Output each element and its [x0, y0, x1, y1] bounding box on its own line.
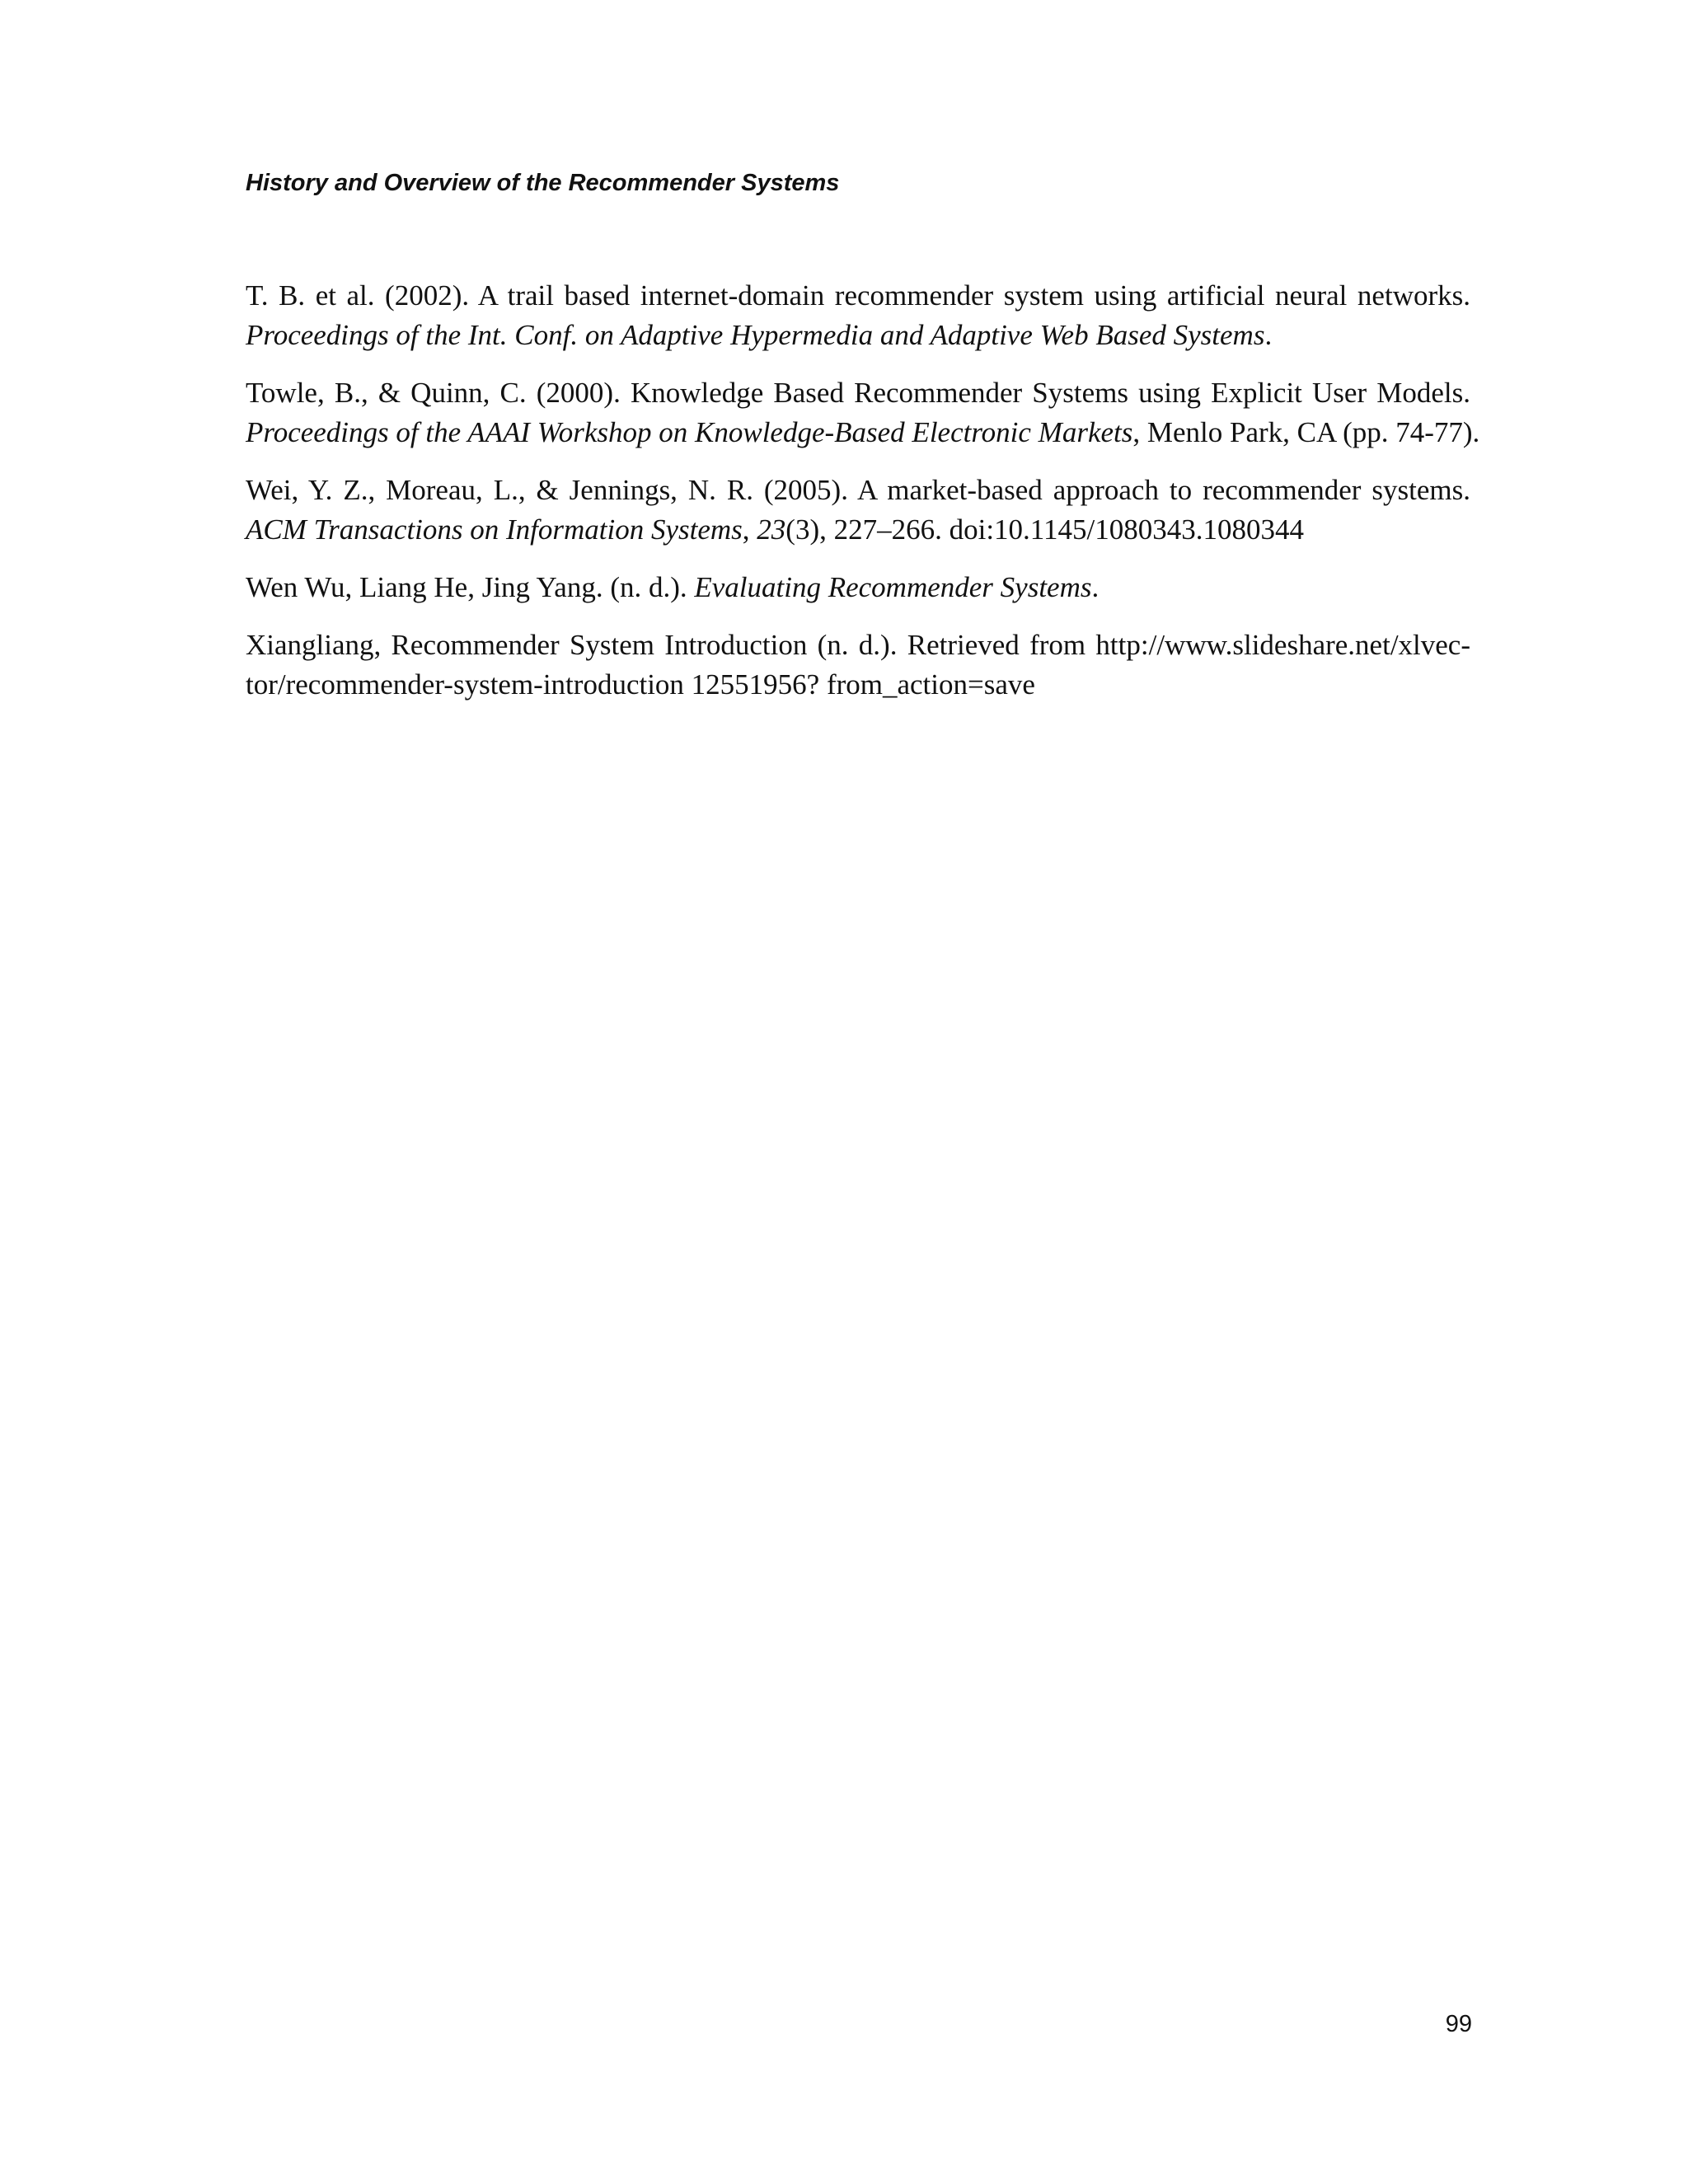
reference-punctuation: ,: [742, 513, 757, 546]
reference-source-title: Evaluating Recommender Systems: [694, 571, 1092, 603]
reference-line: [246, 510, 1470, 550]
reference-entry-wu: [246, 568, 1470, 607]
reference-line: Xiangliang, Recommender System Introduction (n. d.). Retrieved from http://www.slideshare.net/xlvec-: [246, 629, 1470, 661]
reference-entry-xiangliang: [246, 626, 1470, 705]
reference-line: [246, 316, 1470, 355]
reference-details: (3), 227–266. doi:10.1145/1080343.1080344: [785, 513, 1304, 546]
reference-punctuation: .: [1091, 571, 1100, 603]
reference-list: [246, 276, 1480, 723]
reference-authors: Wen Wu, Liang He, Jing Yang. (n. d.).: [246, 571, 695, 603]
reference-line: Wei, Y. Z., Moreau, L., & Jennings, N. R. (2005). A market-based approach to recommender systems.: [246, 474, 1470, 506]
reference-details: , Menlo Park, CA (pp. 74-77).: [1132, 416, 1480, 448]
reference-line: [246, 413, 1480, 452]
page-number: 99: [1445, 2011, 1472, 2037]
reference-entry-wei-2005: [246, 471, 1470, 550]
reference-source-title: Proceedings of the AAAI Workshop on Knowledge-Based Electronic Markets: [246, 416, 1133, 448]
reference-entry-towle-2002: [246, 276, 1470, 355]
reference-entry-towle-2000: [246, 373, 1480, 452]
reference-source-title: Proceedings of the Int. Conf. on Adaptive Hypermedia and Adaptive Web Based Systems: [246, 319, 1265, 351]
reference-volume: 23: [757, 513, 786, 546]
running-head: History and Overview of the Recommender Systems: [246, 170, 840, 196]
reference-punctuation: .: [1264, 319, 1273, 351]
reference-line: tor/recommender-system-introduction 12551956? from_action=save: [246, 668, 1035, 701]
reference-source-title: ACM Transactions on Information Systems: [246, 513, 743, 546]
reference-line: [246, 568, 1470, 607]
reference-line: Towle, B., & Quinn, C. (2000). Knowledge Based Recommender Systems using Explicit User Models.: [246, 377, 1470, 409]
reference-line: T. B. et al. (2002). A trail based internet-domain recommender system using artificial neural networks.: [246, 279, 1470, 312]
